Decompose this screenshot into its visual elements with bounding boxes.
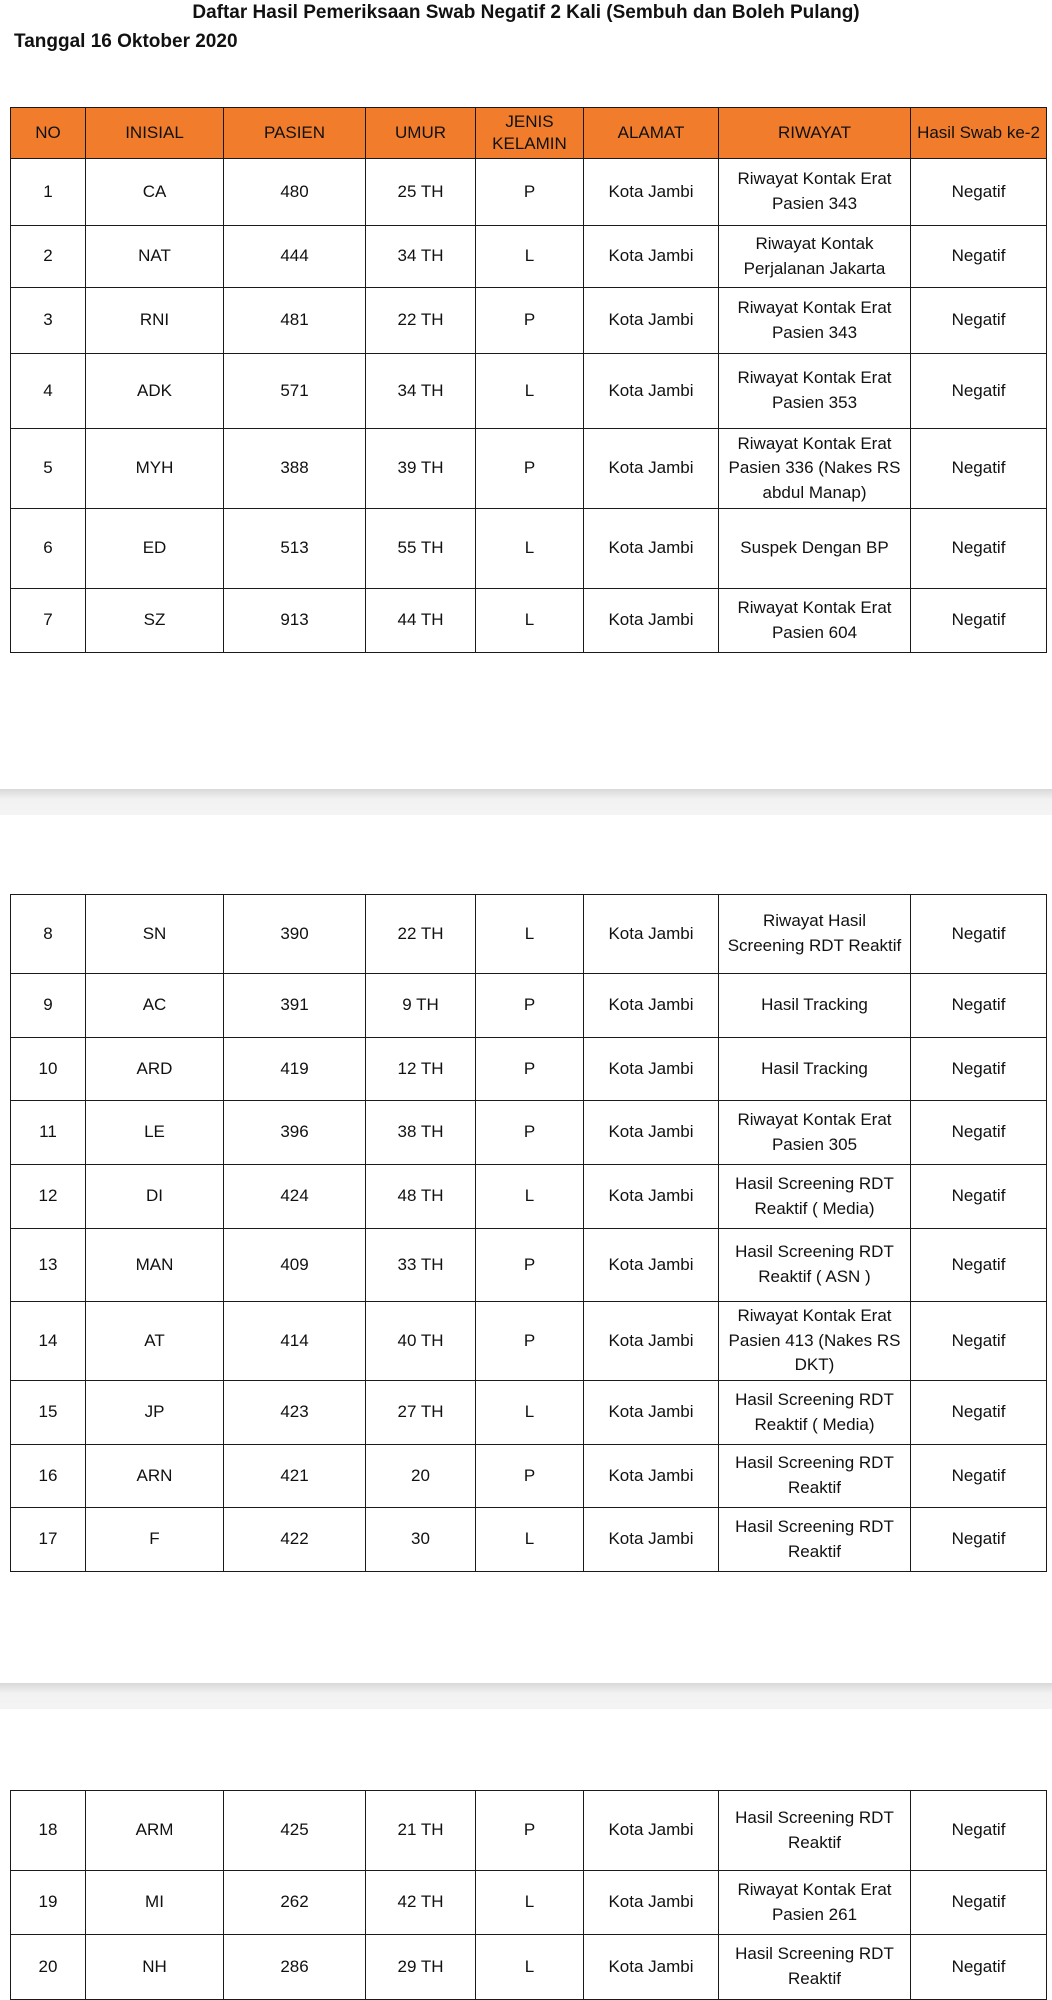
cell-pasien: 419 (224, 1038, 366, 1101)
cell-riwayat: Riwayat Kontak Erat Pasien 305 (719, 1101, 911, 1165)
cell-no: 14 (11, 1302, 86, 1381)
cell-pasien: 409 (224, 1229, 366, 1302)
cell-jenis-kelamin: P (476, 974, 584, 1038)
cell-jenis-kelamin: L (476, 509, 584, 589)
cell-jenis-kelamin: P (476, 1101, 584, 1165)
cell-hasil-swab: Negatif (911, 1445, 1047, 1508)
cell-inisial: NH (86, 1935, 224, 2000)
cell-pasien: 423 (224, 1381, 366, 1445)
cell-riwayat: Hasil Tracking (719, 974, 911, 1038)
cell-riwayat: Suspek Dengan BP (719, 509, 911, 589)
cell-hasil-swab: Negatif (911, 1381, 1047, 1445)
table-row (11, 1791, 1047, 1871)
table-row (11, 1229, 1047, 1302)
cell-no: 12 (11, 1165, 86, 1229)
table-row (11, 1508, 1047, 1572)
cell-no: 13 (11, 1229, 86, 1302)
cell-no: 15 (11, 1381, 86, 1445)
cell-alamat: Kota Jambi (584, 1165, 719, 1229)
cell-inisial: LE (86, 1101, 224, 1165)
cell-umur: 22 TH (366, 288, 476, 354)
cell-inisial: MAN (86, 1229, 224, 1302)
cell-riwayat: Hasil Tracking (719, 1038, 911, 1101)
cell-umur: 39 TH (366, 429, 476, 509)
cell-riwayat: Riwayat Kontak Erat Pasien 343 (719, 159, 911, 226)
cell-jenis-kelamin: P (476, 429, 584, 509)
cell-jenis-kelamin: L (476, 589, 584, 653)
cell-no: 4 (11, 354, 86, 429)
cell-pasien: 422 (224, 1508, 366, 1572)
cell-alamat: Kota Jambi (584, 1791, 719, 1871)
cell-inisial: DI (86, 1165, 224, 1229)
cell-hasil-swab: Negatif (911, 1302, 1047, 1381)
cell-no: 10 (11, 1038, 86, 1101)
page-divider (0, 1683, 1052, 1709)
cell-riwayat: Hasil Screening RDT Reaktif ( Media) (719, 1381, 911, 1445)
header-hasil-swab: Hasil Swab ke-2 (911, 108, 1047, 159)
cell-pasien: 480 (224, 159, 366, 226)
cell-no: 8 (11, 895, 86, 974)
cell-umur: 22 TH (366, 895, 476, 974)
cell-umur: 12 TH (366, 1038, 476, 1101)
header-umur: UMUR (366, 108, 476, 159)
cell-no: 5 (11, 429, 86, 509)
cell-riwayat: Hasil Screening RDT Reaktif (719, 1935, 911, 2000)
cell-hasil-swab: Negatif (911, 589, 1047, 653)
cell-umur: 48 TH (366, 1165, 476, 1229)
cell-riwayat: Hasil Screening RDT Reaktif ( Media) (719, 1165, 911, 1229)
page-divider (0, 789, 1052, 815)
header-no: NO (11, 108, 86, 159)
cell-alamat: Kota Jambi (584, 288, 719, 354)
cell-inisial: SZ (86, 589, 224, 653)
cell-pasien: 390 (224, 895, 366, 974)
cell-pasien: 396 (224, 1101, 366, 1165)
cell-hasil-swab: Negatif (911, 429, 1047, 509)
cell-jenis-kelamin: P (476, 1038, 584, 1101)
cell-pasien: 286 (224, 1935, 366, 2000)
cell-alamat: Kota Jambi (584, 974, 719, 1038)
table-row (11, 1381, 1047, 1445)
table-row (11, 1302, 1047, 1381)
cell-hasil-swab: Negatif (911, 1229, 1047, 1302)
cell-no: 7 (11, 589, 86, 653)
table-row (11, 429, 1047, 509)
cell-jenis-kelamin: L (476, 1935, 584, 2000)
table-row (11, 1165, 1047, 1229)
cell-no: 20 (11, 1935, 86, 2000)
cell-alamat: Kota Jambi (584, 589, 719, 653)
cell-riwayat: Hasil Screening RDT Reaktif (719, 1791, 911, 1871)
cell-hasil-swab: Negatif (911, 974, 1047, 1038)
cell-jenis-kelamin: L (476, 1381, 584, 1445)
results-table-page-2 (10, 894, 1047, 1572)
cell-no: 9 (11, 974, 86, 1038)
cell-riwayat: Hasil Screening RDT Reaktif ( ASN ) (719, 1229, 911, 1302)
cell-no: 2 (11, 226, 86, 288)
cell-riwayat: Hasil Screening RDT Reaktif (719, 1508, 911, 1572)
cell-umur: 44 TH (366, 589, 476, 653)
cell-no: 6 (11, 509, 86, 589)
cell-hasil-swab: Negatif (911, 1508, 1047, 1572)
cell-hasil-swab: Negatif (911, 226, 1047, 288)
cell-no: 3 (11, 288, 86, 354)
cell-hasil-swab: Negatif (911, 1038, 1047, 1101)
table-row (11, 1871, 1047, 1935)
cell-pasien: 424 (224, 1165, 366, 1229)
results-table-page-3 (10, 1790, 1047, 2000)
cell-inisial: ADK (86, 354, 224, 429)
cell-inisial: MYH (86, 429, 224, 509)
cell-umur: 27 TH (366, 1381, 476, 1445)
cell-pasien: 444 (224, 226, 366, 288)
cell-inisial: SN (86, 895, 224, 974)
cell-inisial: CA (86, 159, 224, 226)
results-table-page-1 (10, 107, 1047, 653)
cell-jenis-kelamin: L (476, 1508, 584, 1572)
cell-inisial: ARM (86, 1791, 224, 1871)
cell-alamat: Kota Jambi (584, 226, 719, 288)
cell-umur: 42 TH (366, 1871, 476, 1935)
cell-inisial: JP (86, 1381, 224, 1445)
cell-pasien: 513 (224, 509, 366, 589)
cell-hasil-swab: Negatif (911, 159, 1047, 226)
cell-riwayat: Riwayat Kontak Erat Pasien 604 (719, 589, 911, 653)
cell-umur: 29 TH (366, 1935, 476, 2000)
cell-hasil-swab: Negatif (911, 1101, 1047, 1165)
cell-hasil-swab: Negatif (911, 1165, 1047, 1229)
table-row (11, 974, 1047, 1038)
cell-hasil-swab: Negatif (911, 1935, 1047, 2000)
cell-hasil-swab: Negatif (911, 1791, 1047, 1871)
cell-alamat: Kota Jambi (584, 1229, 719, 1302)
cell-jenis-kelamin: L (476, 1871, 584, 1935)
cell-no: 18 (11, 1791, 86, 1871)
page-title: Daftar Hasil Pemeriksaan Swab Negatif 2 Kali (Sembuh dan Boleh Pulang) (192, 2, 860, 23)
cell-pasien: 571 (224, 354, 366, 429)
cell-umur: 55 TH (366, 509, 476, 589)
cell-alamat: Kota Jambi (584, 429, 719, 509)
cell-jenis-kelamin: P (476, 1229, 584, 1302)
header-inisial: INISIAL (86, 108, 224, 159)
cell-inisial: AT (86, 1302, 224, 1381)
table-row (11, 589, 1047, 653)
header-riwayat: RIWAYAT (719, 108, 911, 159)
cell-umur: 34 TH (366, 226, 476, 288)
cell-hasil-swab: Negatif (911, 1871, 1047, 1935)
cell-pasien: 391 (224, 974, 366, 1038)
cell-umur: 21 TH (366, 1791, 476, 1871)
cell-no: 11 (11, 1101, 86, 1165)
cell-umur: 20 (366, 1445, 476, 1508)
table-row (11, 1038, 1047, 1101)
cell-alamat: Kota Jambi (584, 354, 719, 429)
cell-riwayat: Riwayat Kontak Erat Pasien 413 (Nakes RS DKT) (719, 1302, 911, 1381)
cell-alamat: Kota Jambi (584, 1508, 719, 1572)
cell-pasien: 425 (224, 1791, 366, 1871)
cell-jenis-kelamin: L (476, 226, 584, 288)
header-jenis-kelamin: JENIS KELAMIN (476, 108, 584, 159)
cell-pasien: 414 (224, 1302, 366, 1381)
cell-alamat: Kota Jambi (584, 1101, 719, 1165)
cell-alamat: Kota Jambi (584, 1935, 719, 2000)
cell-alamat: Kota Jambi (584, 1038, 719, 1101)
cell-pasien: 481 (224, 288, 366, 354)
table-row (11, 1445, 1047, 1508)
cell-umur: 9 TH (366, 974, 476, 1038)
cell-pasien: 388 (224, 429, 366, 509)
table-row (11, 159, 1047, 226)
cell-no: 17 (11, 1508, 86, 1572)
cell-inisial: ARN (86, 1445, 224, 1508)
table-row (11, 509, 1047, 589)
cell-jenis-kelamin: P (476, 288, 584, 354)
cell-jenis-kelamin: L (476, 354, 584, 429)
cell-riwayat: Riwayat Kontak Erat Pasien 353 (719, 354, 911, 429)
cell-inisial: ED (86, 509, 224, 589)
cell-inisial: F (86, 1508, 224, 1572)
cell-alamat: Kota Jambi (584, 509, 719, 589)
cell-riwayat: Riwayat Hasil Screening RDT Reaktif (719, 895, 911, 974)
cell-inisial: RNI (86, 288, 224, 354)
cell-pasien: 262 (224, 1871, 366, 1935)
cell-jenis-kelamin: L (476, 895, 584, 974)
cell-alamat: Kota Jambi (584, 1445, 719, 1508)
cell-no: 19 (11, 1871, 86, 1935)
cell-inisial: MI (86, 1871, 224, 1935)
cell-hasil-swab: Negatif (911, 509, 1047, 589)
table-row (11, 226, 1047, 288)
cell-pasien: 421 (224, 1445, 366, 1508)
cell-riwayat: Riwayat Kontak Erat Pasien 336 (Nakes RS abdul Manap) (719, 429, 911, 509)
cell-umur: 34 TH (366, 354, 476, 429)
cell-alamat: Kota Jambi (584, 895, 719, 974)
cell-jenis-kelamin: P (476, 1302, 584, 1381)
cell-inisial: AC (86, 974, 224, 1038)
header-alamat: ALAMAT (584, 108, 719, 159)
cell-inisial: ARD (86, 1038, 224, 1101)
cell-jenis-kelamin: P (476, 1791, 584, 1871)
cell-riwayat: Riwayat Kontak Erat Pasien 261 (719, 1871, 911, 1935)
table-row (11, 1935, 1047, 2000)
report-date: Tanggal 16 Oktober 2020 (14, 31, 238, 52)
cell-hasil-swab: Negatif (911, 354, 1047, 429)
cell-no: 1 (11, 159, 86, 226)
cell-alamat: Kota Jambi (584, 1302, 719, 1381)
cell-umur: 25 TH (366, 159, 476, 226)
cell-riwayat: Hasil Screening RDT Reaktif (719, 1445, 911, 1508)
table-row (11, 1101, 1047, 1165)
cell-umur: 30 (366, 1508, 476, 1572)
cell-alamat: Kota Jambi (584, 1381, 719, 1445)
cell-pasien: 913 (224, 589, 366, 653)
cell-umur: 40 TH (366, 1302, 476, 1381)
cell-umur: 38 TH (366, 1101, 476, 1165)
table-row (11, 354, 1047, 429)
table-row (11, 288, 1047, 354)
cell-hasil-swab: Negatif (911, 288, 1047, 354)
cell-jenis-kelamin: L (476, 1165, 584, 1229)
cell-hasil-swab: Negatif (911, 895, 1047, 974)
table-row (11, 895, 1047, 974)
cell-alamat: Kota Jambi (584, 1871, 719, 1935)
cell-jenis-kelamin: P (476, 159, 584, 226)
cell-umur: 33 TH (366, 1229, 476, 1302)
header-pasien: PASIEN (224, 108, 366, 159)
cell-jenis-kelamin: P (476, 1445, 584, 1508)
cell-no: 16 (11, 1445, 86, 1508)
header-row (11, 108, 1047, 159)
cell-alamat: Kota Jambi (584, 159, 719, 226)
cell-riwayat: Riwayat Kontak Perjalanan Jakarta (719, 226, 911, 288)
cell-inisial: NAT (86, 226, 224, 288)
cell-riwayat: Riwayat Kontak Erat Pasien 343 (719, 288, 911, 354)
